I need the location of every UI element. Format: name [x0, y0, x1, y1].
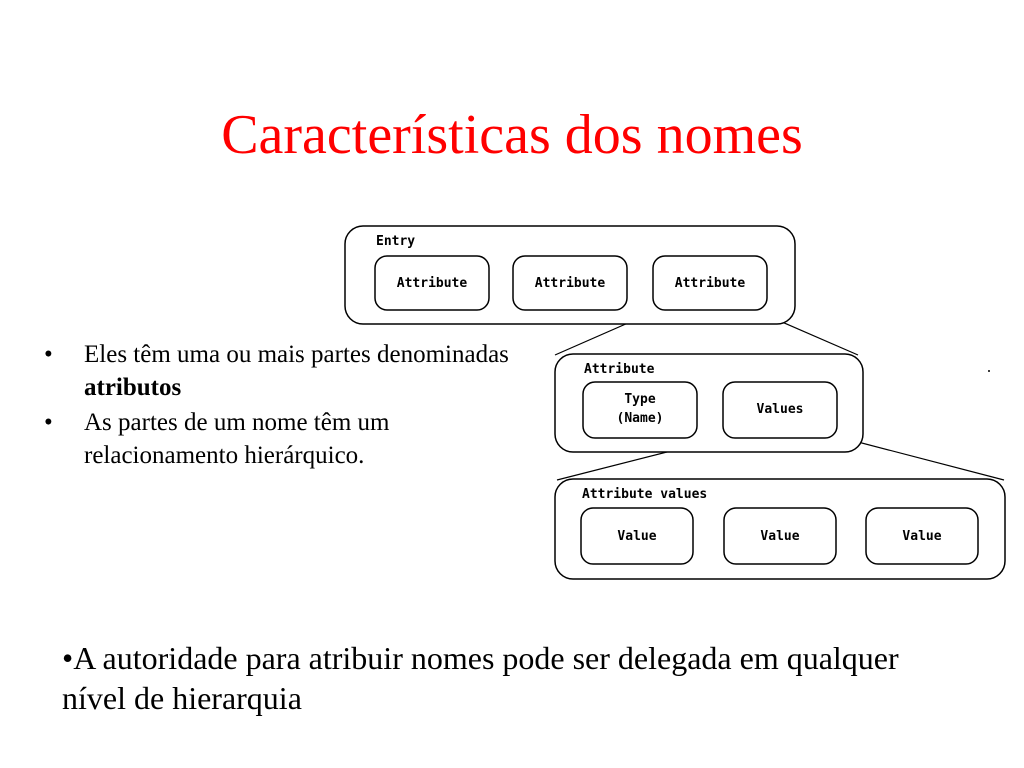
type-label: Type [624, 392, 656, 407]
entry-label: Entry [376, 234, 416, 249]
type-name-box [583, 382, 697, 438]
values-label: Values [756, 402, 804, 417]
entry-attribute-label: Attribute [674, 276, 746, 291]
footer-note: •A autoridade para atribuir nomes pode ser delegada em qualquer nível de hierarquia [62, 640, 899, 716]
entry-attribute-label: Attribute [534, 276, 606, 291]
bullet-bold-text: atributos [84, 374, 182, 401]
name-label: (Name) [616, 411, 664, 426]
bullet-dot: • [44, 341, 53, 368]
bullet-text: As partes de um nome têm um relacionamento hierárquico. [84, 409, 390, 469]
value-label: Value [617, 529, 657, 544]
bullet-dot: • [44, 409, 53, 436]
bullet-list [44, 338, 514, 474]
slide-title: Características dos nomes [221, 104, 803, 166]
stray-dot [988, 370, 990, 372]
attribute-label: Attribute [584, 362, 655, 377]
bullet-item [44, 406, 514, 472]
bullet-item [44, 338, 514, 404]
entry-attribute-label: Attribute [396, 276, 468, 291]
bullet-text: Eles têm uma ou mais partes denominadas [84, 341, 509, 368]
attribute-values-label: Attribute values [582, 487, 708, 502]
value-label: Value [760, 529, 800, 544]
value-label: Value [902, 529, 942, 544]
